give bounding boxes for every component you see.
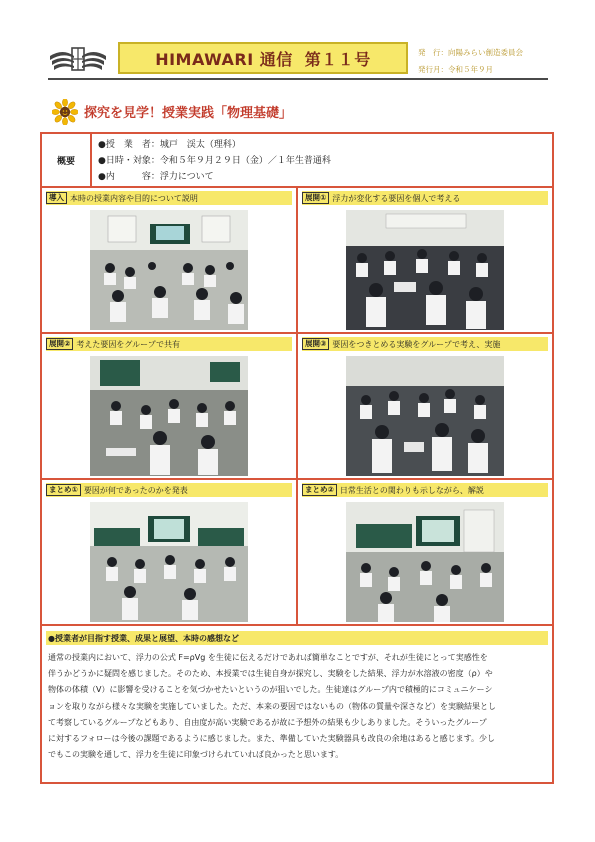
summary-line: でもこの実験を通して、浮力を生徒に印象づけられていれば良かったと思います。 <box>48 750 344 760</box>
panel-tag: 展開① <box>302 192 329 204</box>
overview-content: ●内 容：浮力について <box>98 172 214 182</box>
panel-caption <box>302 483 548 497</box>
summary-line: 物体の体積（V）に影響を受けることを気づかせたいというのが狙いでした。生徒達はグループ内で積極的にコミュニケーシ <box>48 685 493 695</box>
panel-caption-text: 要因をつきとめる実験をグループで考え、実施 <box>332 339 501 349</box>
summary-line: 通常の授業内において、浮力の公式 F=ρVg を生徒に伝えるだけであれば簡単なことですが、それが生徒にとって実感性を <box>48 653 488 662</box>
panel-tag: 導入 <box>46 192 67 204</box>
panel-caption <box>302 337 548 351</box>
panel-caption <box>46 483 292 497</box>
overview-box <box>42 134 552 188</box>
summary-heading: ●授業者が目指す授業、成果と展望、本時の感想など <box>46 631 548 645</box>
panel-caption-text: 浮力が変化する要因を個人で考える <box>332 193 461 203</box>
sunflower-icon <box>52 99 78 125</box>
panel-caption-text: 考えた要因をグループで共有 <box>76 339 180 349</box>
panel-summary-2 <box>297 480 552 626</box>
summary-line: に対するフォローは今後の課題であるように感じました。また、準備していた実験器具も改良の余地はあると感じます。少し <box>48 734 495 744</box>
panel-caption-text: 要因が何であったのかを発表 <box>83 485 188 495</box>
newsletter-name: HIMAWARI 通信 <box>155 49 293 69</box>
classroom-photo <box>90 356 248 476</box>
panel-tag: まとめ① <box>46 484 81 496</box>
summary-line: て考察しているグループなどもあり、自由度が高い実験であるが故に予想外の結果も少しありました。そういったグループ <box>48 717 487 727</box>
panel-develop-3 <box>297 334 552 480</box>
panel-caption-text: 日常生活との関わりも示しながら、解説 <box>339 485 484 495</box>
panel-develop-2 <box>42 334 297 480</box>
overview-date-target: ●日時・対象：令和５年９月２９日（金）／１年生普通科 <box>98 156 331 166</box>
classroom-photo <box>90 502 248 622</box>
summary-body <box>48 650 546 763</box>
classroom-photo <box>90 210 248 330</box>
section-title: 探究を見学！授業実践「物理基礎」 <box>84 106 293 121</box>
overview-teacher: ●授 業 者：城戸 渓太（理科） <box>98 140 241 150</box>
panel-tag: 展開③ <box>302 338 329 350</box>
panel-caption-text: 本時の授業内容や目的について説明 <box>70 193 198 203</box>
overview-lines <box>98 137 331 185</box>
publisher: 発 行：向陽みらい創造委員会 <box>418 48 523 57</box>
classroom-photo <box>346 502 504 622</box>
panel-tag: 展開② <box>46 338 73 350</box>
publication-info <box>418 44 523 78</box>
issue-date: 発行月：令和５年９月 <box>418 65 493 74</box>
header-rule <box>48 78 548 80</box>
report-frame <box>40 132 554 784</box>
summary-section <box>42 628 552 784</box>
photo-grid <box>42 188 552 628</box>
panel-summary-1 <box>42 480 297 626</box>
issue-number: 第１１号 <box>304 49 371 69</box>
overview-label: 概要 <box>42 134 92 186</box>
panel-tag: まとめ② <box>302 484 337 496</box>
panel-caption <box>46 191 292 205</box>
panel-intro <box>42 188 297 334</box>
panel-develop-1 <box>297 188 552 334</box>
panel-caption <box>302 191 548 205</box>
newsletter-title <box>118 42 408 74</box>
classroom-photo <box>346 210 504 330</box>
classroom-photo <box>346 356 504 476</box>
panel-caption <box>46 337 292 351</box>
school-crest-logo <box>48 44 108 74</box>
summary-line: 伴うかどうかに疑問を感じました。そのため、本授業では生徒自身が探究し、実験をした結果、浮力が水溶液の密度（ρ）や <box>48 669 493 679</box>
summary-line: ョンを取りながら様々な実験を実施していました。ただ、本来の要因ではないもの（物体の質量や深さなど）を実験結果とし <box>48 701 496 711</box>
